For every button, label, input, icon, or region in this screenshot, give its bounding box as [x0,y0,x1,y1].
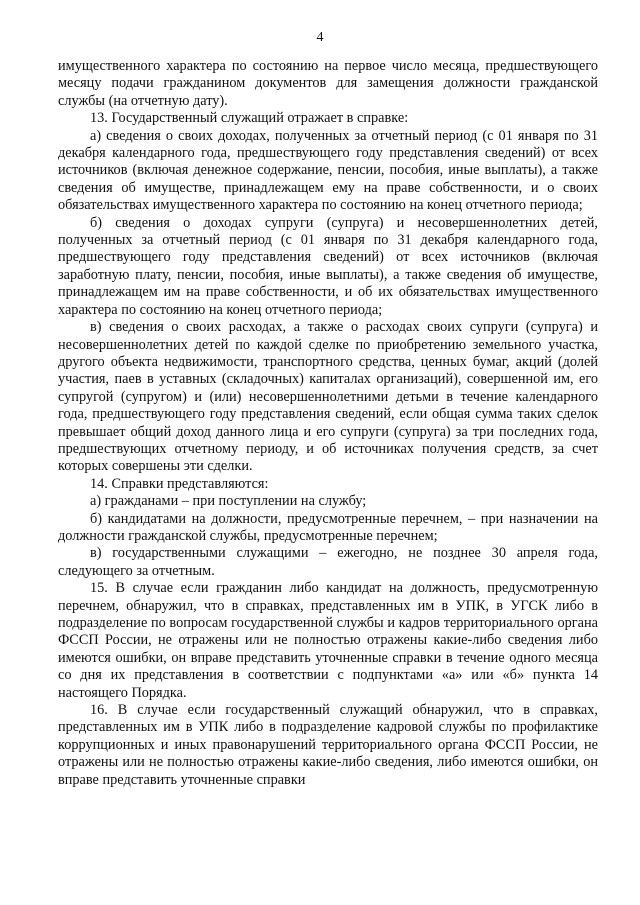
paragraph-item-14a: а) гражданами – при поступлении на службу; [90,493,367,510]
paragraph-item-13a: а) сведения о своих доходах, полученных за отчетный период (с 01 января по 31 декабря календарного года, предшествующего году представления сведений) от всех источников (включая денежное содержание, пенсии, пособия, иные выплаты), а также сведения об имуществе, принадлежащем ему на праве собственности, и о своих обязательствах имущественного характера по состоянию на конец отчетного периода; [58,127,598,214]
paragraph-item-13b: б) сведения о доходах супруги (супруга) и несовершеннолетних детей, полученных за отчетный период (с 01 января по 31 декабря календарного года, предшествующего году представления сведений) от всех источников (включая заработную плату, пенсии, пособия, иные выплаты), а также сведения об имуществе, принадлежащем им на праве собственности, и об их обязательствах имущественного характера по состоянию на конец отчетного периода; [58,214,598,318]
paragraph-item-14: 14. Справки представляются: [90,475,269,492]
paragraph-item-14b: б) кандидатами на должности, предусмотренные перечнем, – при назначении на должности гражданской службы, предусмотренные перечнем; [58,510,598,544]
paragraph-item-15: 15. В случае если гражданин либо кандидат на должность, предусмотренную перечнем, обнаружил, что в справках, представленных им в УПК, в УГСК либо в подразделение по вопросам государственной службы и кадров территориального органа ФССП России, не отражены или не полностью отражены какие-либо сведения либо имеются ошибки, он вправе представить уточненные справки в течение одного месяца со дня их представления в соответствии с подпунктами «а» или «б» пункта 14 настоящего Порядка. [58,580,598,701]
paragraph-item-13: 13. Государственный служащий отражает в справке: [90,110,409,127]
paragraph-item-13v: в) сведения о своих расходах, а также о расходах своих супруги (супруга) и несовершеннолетних детей по каждой сделке по приобретению земельного участка, другого объекта недвижимости, транспортного средства, ценных бумаг, акций (долей участия, паев в уставных (складочных) капиталах организаций), совершенной им, его супругой (супругом) и (или) несовершеннолетними детьми в течение календарного года, предшествующего году представления сведений, если общая сумма таких сделок превышает общий доход данного лица и его супруги (супруга) за три последних года, предшествующих отчетному периоду, и об источниках получения средств, за счет которых совершены эти сделки. [58,319,598,475]
document-body [58,58,598,789]
paragraph-item-16: 16. В случае если государственный служащий обнаружил, что в справках, представленных им в УПК либо в подразделение кадровой службы по профилактике коррупционных и иных правонарушений территориального органа ФССП России, не отражены или не полностью отражены какие-либо сведения, либо имеются ошибки, он вправе представить уточненные справки [58,702,598,788]
page-number: 4 [316,30,324,45]
paragraph-continuation: имущественного характера по состоянию на первое число месяца, предшествующего месяцу подачи гражданином документов для замещения должности гражданской службы (на отчетную дату). [58,58,598,109]
paragraph-item-14v: в) государственными служащими – ежегодно, не позднее 30 апреля года, следующего за отчетным. [58,545,598,579]
